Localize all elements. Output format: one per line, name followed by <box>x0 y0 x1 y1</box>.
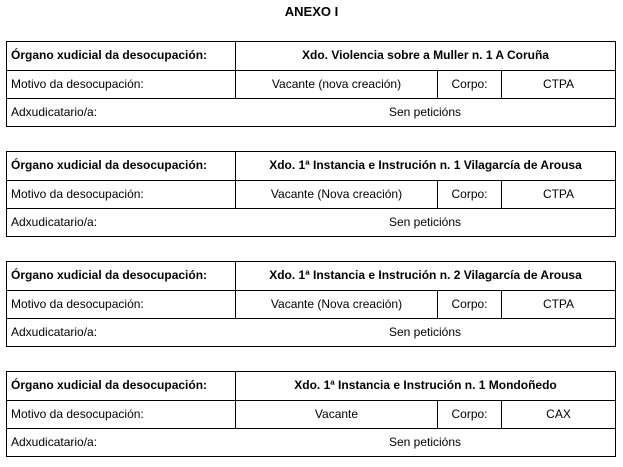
awardee-label: Adxudicatario/a: <box>11 215 98 229</box>
corps-value: CTPA <box>501 291 615 319</box>
corps-label: Corpo: <box>437 291 501 319</box>
awardee-row <box>7 98 615 127</box>
organ-row <box>7 42 615 70</box>
reason-value: Vacante <box>235 401 437 429</box>
awardee-value: Sen peticións <box>388 215 462 229</box>
organ-label: Órgano xudicial da desocupación: <box>11 268 208 282</box>
organ-label: Órgano xudicial da desocupación: <box>11 158 208 172</box>
vacancy-table-4 <box>6 371 616 457</box>
organ-row <box>7 152 615 180</box>
organ-row <box>7 372 615 400</box>
organ-label: Órgano xudicial da desocupación: <box>11 378 208 392</box>
organ-value: Xdo. 1ª Instancia e Instrución n. 1 Mondoñedo <box>235 372 615 400</box>
vacancy-table-1 <box>6 41 616 127</box>
awardee-value: Sen peticións <box>388 325 462 339</box>
vacancy-table-3 <box>6 261 616 347</box>
reason-label: Motivo da desocupación: <box>11 407 144 421</box>
awardee-row <box>7 318 615 347</box>
corps-label: Corpo: <box>437 71 501 99</box>
organ-value: Xdo. Violencia sobre a Muller n. 1 A Coruña <box>235 42 615 70</box>
awardee-row <box>7 208 615 237</box>
reason-value: Vacante (Nova creación) <box>235 181 437 209</box>
reason-label: Motivo da desocupación: <box>11 77 144 91</box>
corps-value: CTPA <box>501 71 615 99</box>
organ-value: Xdo. 1ª Instancia e Instrución n. 1 Vilagarcía de Arousa <box>235 152 615 180</box>
awardee-value: Sen peticións <box>388 105 462 119</box>
corps-label: Corpo: <box>437 181 501 209</box>
reason-label: Motivo da desocupación: <box>11 187 144 201</box>
reason-value: Vacante (nova creación) <box>235 71 437 99</box>
organ-label: Órgano xudicial da desocupación: <box>11 48 208 62</box>
awardee-row <box>7 428 615 457</box>
vacancy-table-2 <box>6 151 616 237</box>
corps-label: Corpo: <box>437 401 501 429</box>
organ-value: Xdo. 1ª Instancia e Instrución n. 2 Vilagarcía de Arousa <box>235 262 615 290</box>
reason-row <box>7 180 615 209</box>
awardee-label: Adxudicatario/a: <box>11 435 98 449</box>
reason-row <box>7 290 615 319</box>
corps-value: CTPA <box>501 181 615 209</box>
reason-row <box>7 400 615 429</box>
reason-value: Vacante (Nova creación) <box>235 291 437 319</box>
organ-row <box>7 262 615 290</box>
awardee-label: Adxudicatario/a: <box>11 325 98 339</box>
corps-value: CAX <box>501 401 615 429</box>
awardee-value: Sen peticións <box>388 435 462 449</box>
reason-label: Motivo da desocupación: <box>11 297 144 311</box>
awardee-label: Adxudicatario/a: <box>11 105 98 119</box>
document-title: ANEXO I <box>284 4 339 19</box>
reason-row <box>7 70 615 99</box>
